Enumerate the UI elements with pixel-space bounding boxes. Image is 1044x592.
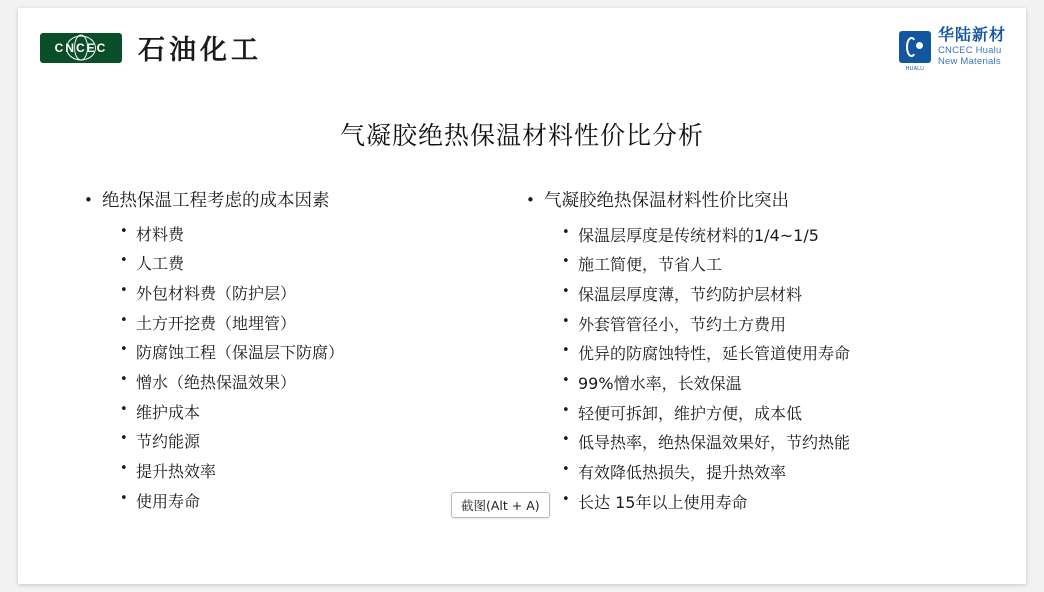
list-item (120, 371, 518, 394)
list-item (562, 402, 1026, 425)
slide-canvas (18, 8, 1026, 584)
list-item-label: 材料费 (136, 224, 185, 244)
list-item (120, 312, 518, 335)
list-item-label: 保温层厚度是传统材料的1/4~1/5 (578, 225, 819, 245)
list-item-label: 长达 15年以上使用寿命 (578, 492, 748, 512)
slide-body (18, 190, 1026, 521)
list-item (562, 461, 1026, 484)
bullet-icon: • (562, 373, 570, 389)
list-item-label: 憎水（绝热保温效果） (136, 373, 297, 393)
list-item (562, 253, 1026, 276)
slide-header-left (40, 28, 262, 67)
list-item (120, 430, 518, 453)
list-item-label: 节约能源 (136, 432, 201, 452)
list-item-label: 有效降低热损失，提升热效率 (578, 463, 787, 483)
bullet-icon: • (120, 490, 128, 506)
list-item (562, 313, 1026, 336)
bullet-icon: • (562, 491, 570, 507)
bullet-icon: • (526, 191, 535, 209)
left-column (18, 190, 518, 521)
slide-title: 气凝胶绝热保温材料性价比分析 (339, 121, 704, 150)
list-item (120, 282, 518, 305)
list-item-label: 外套管管径小，节约土方费用 (578, 314, 787, 334)
list-item-label: 低导热率，绝热保温效果好，节约热能 (578, 433, 851, 453)
list-item (120, 223, 518, 246)
cncec-logo-letters: CNCEC (54, 40, 108, 55)
bullet-icon: • (120, 283, 128, 298)
hualu-name-cn: 华陆新材 (937, 25, 1006, 44)
list-item (562, 431, 1026, 454)
bullet-icon: • (120, 342, 128, 358)
bullet-icon: • (562, 224, 570, 240)
list-item-label: 99%憎水率，长效保温 (578, 374, 742, 394)
list-item-label: 人工费 (136, 254, 185, 274)
bullet-icon: • (562, 284, 570, 299)
right-column-list (526, 224, 1026, 514)
list-item (120, 460, 518, 483)
list-item-label: 外包材料费（防护层） (136, 284, 297, 303)
hualu-logo-subtext: HUALU (905, 65, 925, 72)
company-name-cn: 石油化工 (138, 35, 262, 66)
bullet-icon: • (562, 254, 570, 270)
bullet-icon: • (562, 462, 570, 478)
list-item-label: 土方开挖费（地埋管） (136, 313, 297, 333)
right-heading-label: 气凝胶绝热保温材料性价比突出 (544, 191, 789, 211)
hualu-name-en-line2: New Materials (937, 56, 1001, 68)
hualu-brand-text (938, 26, 1006, 67)
list-item-label: 使用寿命 (136, 491, 201, 511)
left-heading-label: 绝热保温工程考虑的成本因素 (102, 191, 330, 211)
list-item (120, 341, 518, 364)
bullet-icon: • (120, 461, 128, 477)
slide-header-right (899, 25, 1006, 72)
list-item-label: 提升热效率 (136, 462, 217, 482)
bullet-icon: • (120, 223, 128, 239)
list-item-label: 维护成本 (136, 402, 201, 422)
bullet-icon: • (120, 431, 128, 447)
list-item-label: 保温层厚度薄，节约防护层材料 (578, 285, 803, 304)
bullet-icon: • (562, 313, 570, 329)
hualu-logo-icon (899, 31, 931, 72)
right-column (518, 190, 1026, 521)
bullet-icon: • (562, 432, 570, 448)
bullet-icon: • (120, 253, 128, 269)
right-column-heading (526, 190, 1026, 214)
screenshot-hint-button[interactable]: 截图(Alt + A) (451, 492, 550, 518)
list-item (562, 342, 1026, 365)
list-item (562, 283, 1026, 306)
bullet-icon: • (84, 191, 93, 209)
list-item-label: 轻便可拆卸，维护方便，成本低 (578, 403, 803, 423)
bullet-icon: • (120, 372, 128, 388)
bullet-icon: • (120, 401, 128, 417)
left-column-list (84, 223, 518, 513)
bullet-icon: • (562, 343, 570, 359)
cncec-globe-logo-icon (40, 33, 122, 63)
hualu-name-en-line1: CNCEC Hualu (937, 44, 1002, 56)
list-item (120, 401, 518, 424)
list-item-label: 防腐蚀工程（保温层下防腐） (136, 343, 345, 363)
bullet-icon: • (562, 402, 570, 418)
bullet-icon: • (120, 312, 128, 328)
left-column-heading (84, 190, 518, 214)
list-item-label: 施工简便，节省人工 (578, 255, 723, 275)
list-item-label: 优异的防腐蚀特性，延长管道使用寿命 (578, 344, 851, 364)
list-item (562, 224, 1026, 247)
list-item (120, 252, 518, 275)
list-item (562, 491, 1026, 514)
list-item (562, 372, 1026, 395)
